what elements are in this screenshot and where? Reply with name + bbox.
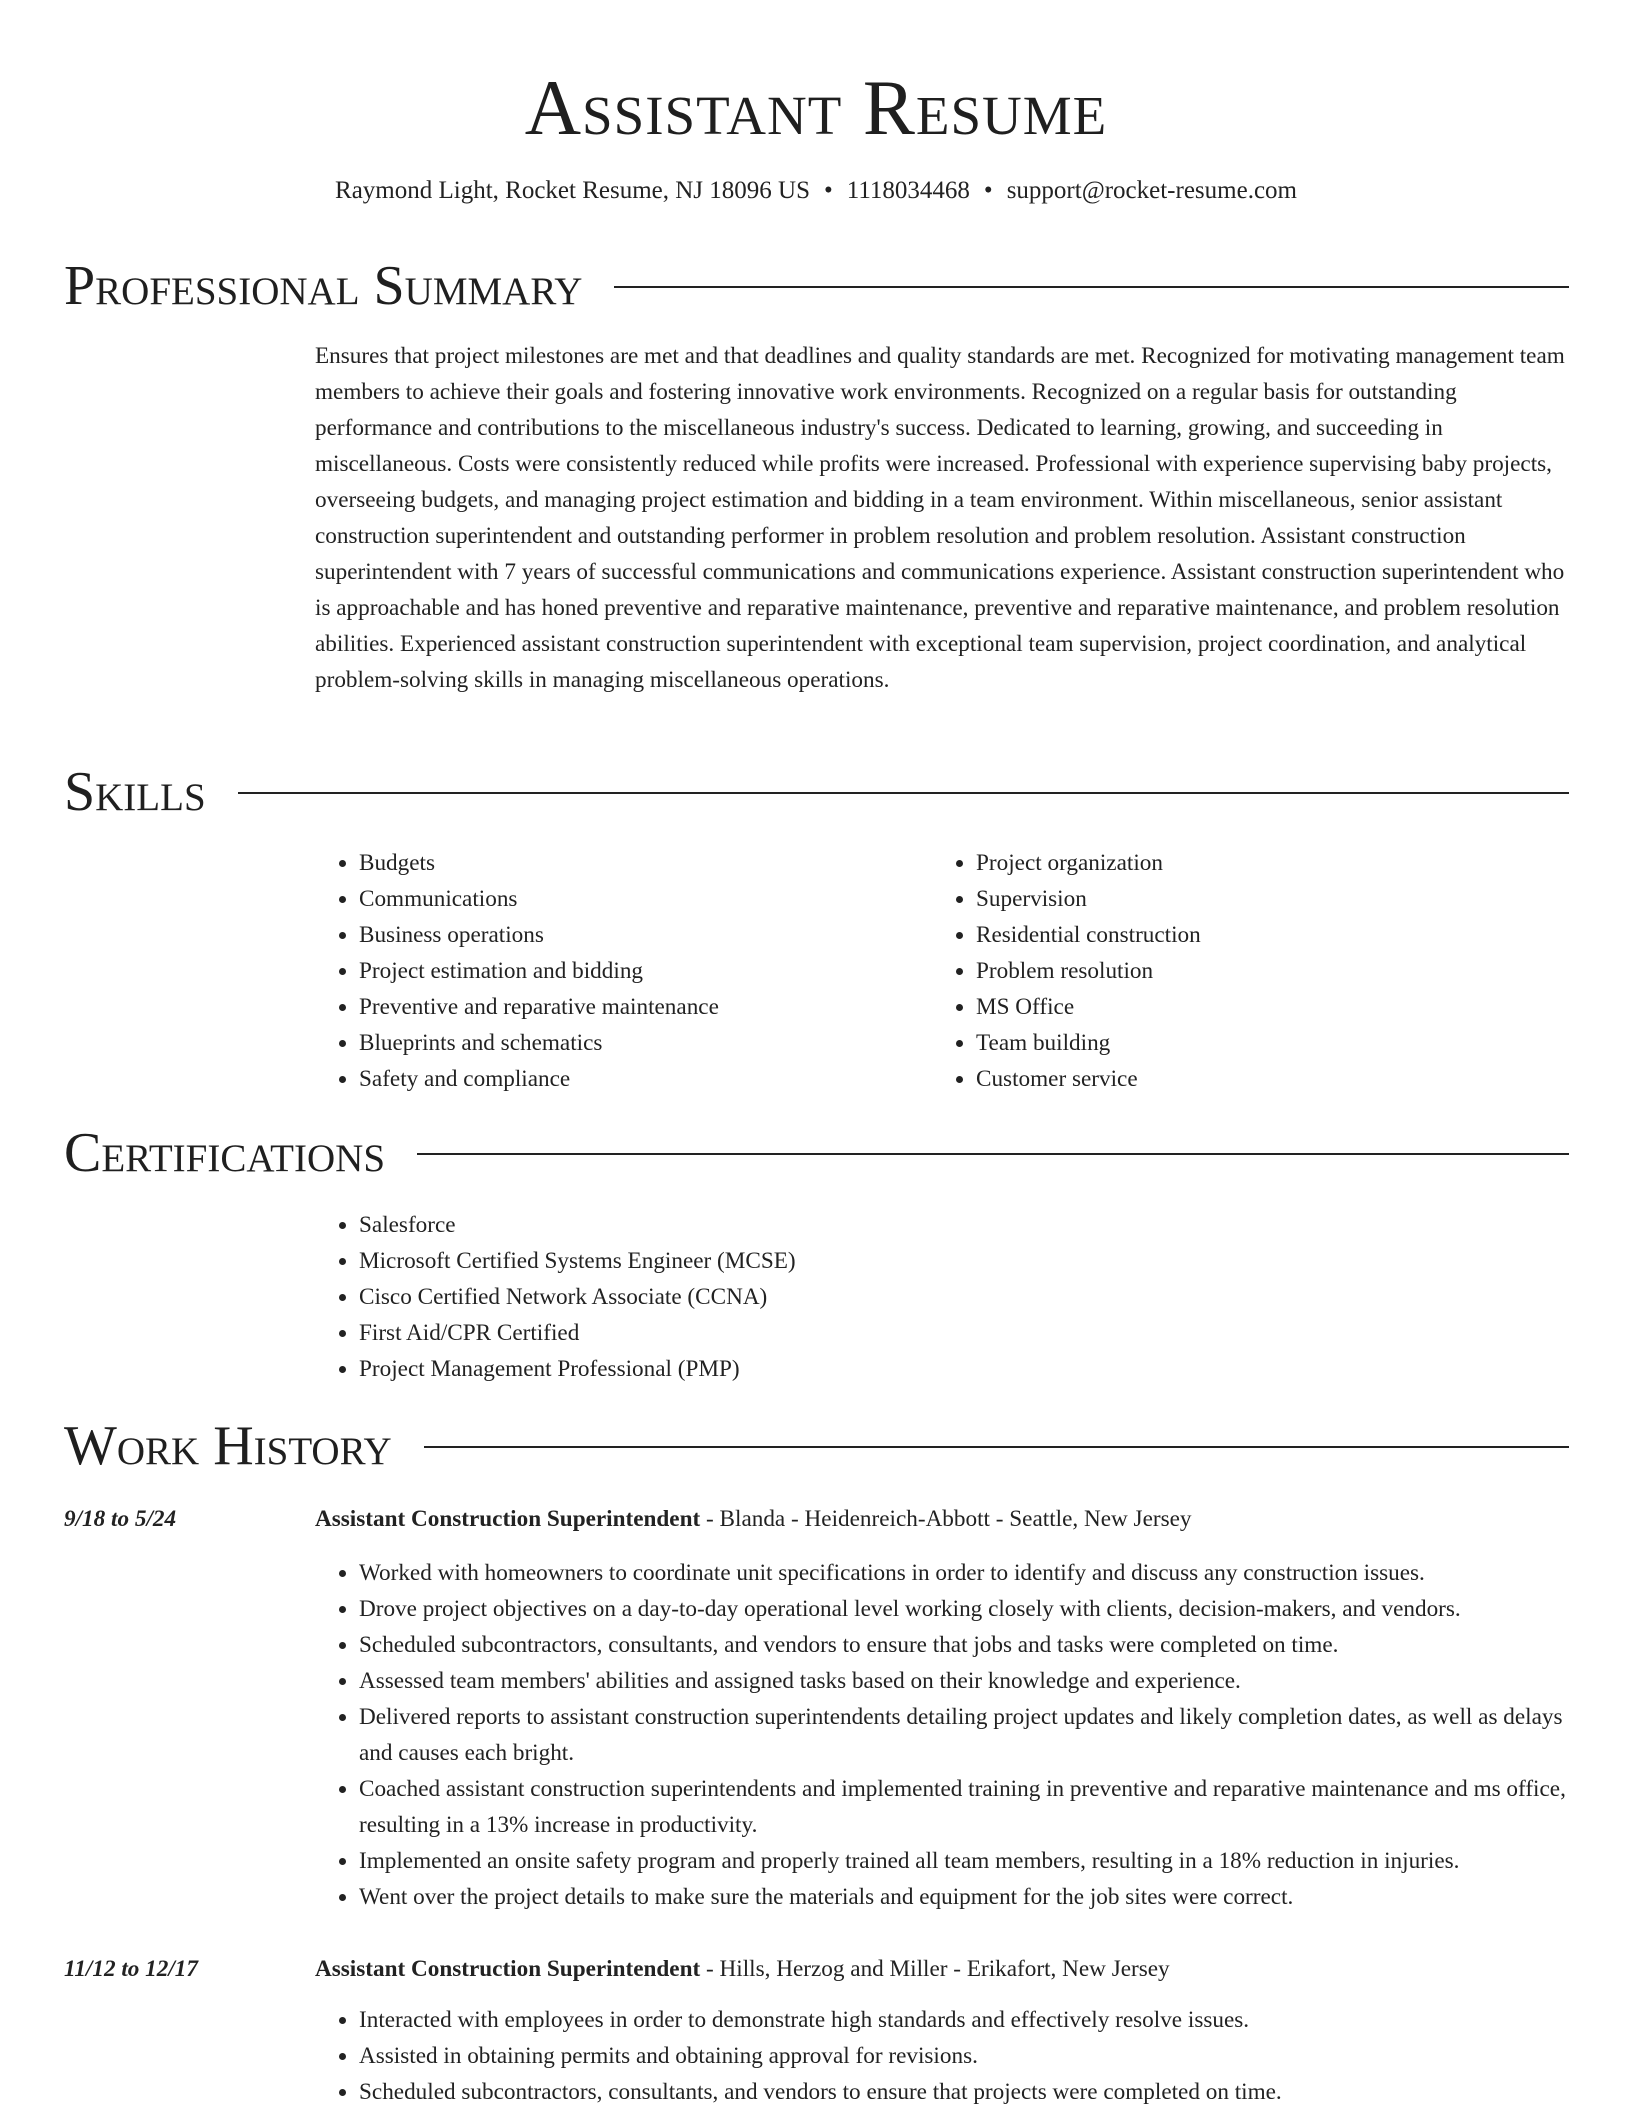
section-header-summary bbox=[64, 256, 1569, 316]
job-duty-item: • Scheduled subcontractors, consultants, and vendors to ensure that projects were completed on time. bbox=[359, 2074, 1571, 2110]
section-header-work-history bbox=[64, 1416, 1569, 1476]
summary-text: Ensures that project milestones are met and that deadlines and quality standards are met. Recognized for motivating management team members to achieve their goals and fostering innovative work environments. Recognized on a regular basis for outstanding performance and contributions to the miscellaneous industry's success. Dedicated to learning, growing, and succeeding in miscellaneous. Costs were consistently reduced while profits were increased. Professional with experience supervising baby projects, overseeing budgets, and managing project estimation and bidding in a team environment. Within miscellaneous, senior assistant construction superintendent and outstanding performer in problem resolution and problem resolution. Assistant construction superintendent with 7 years of successful communications and communications experience. Assistant construction superintendent who is approachable and has honed preventive and reparative maintenance, preventive and reparative maintenance, and problem resolution abilities. Experienced assistant construction superintendent with exceptional team supervision, project coordination, and analytical problem-solving skills in managing miscellaneous operations. bbox=[315, 343, 1565, 693]
skills-column-right bbox=[932, 845, 1532, 1097]
skill-item: • Safety and compliance bbox=[359, 1061, 915, 1097]
job-employer-location: - Hills, Herzog and Miller - Erikafort, New Jersey bbox=[700, 1956, 1170, 1982]
job-duty-item: • Implemented an onsite safety program and properly trained all team members, resulting in a 18% reduction in injuries. bbox=[359, 1843, 1571, 1879]
section-title-work-history: Work History bbox=[64, 1415, 392, 1477]
skills-list-left bbox=[315, 845, 915, 1097]
skill-item: • Project organization bbox=[976, 845, 1532, 881]
certification-item: • Microsoft Certified Systems Engineer (MCSE) bbox=[359, 1243, 1571, 1279]
job-duties-block bbox=[315, 1555, 1571, 1915]
contact-address: Raymond Light, Rocket Resume, NJ 18096 US bbox=[335, 177, 810, 204]
job-dates: 11/12 to 12/17 bbox=[64, 1956, 198, 1982]
resume-title: Assistant Resume bbox=[524, 64, 1108, 151]
job-duty-item: • Worked with homeowners to coordinate unit specifications in order to identify and discuss any construction issues. bbox=[359, 1555, 1571, 1591]
job-dates: 9/18 to 5/24 bbox=[64, 1506, 177, 1532]
skills-column-left bbox=[315, 845, 915, 1097]
contact-separator: • bbox=[824, 177, 833, 204]
skill-item: • Team building bbox=[976, 1025, 1532, 1061]
job-duty-item: • Coached assistant construction superintendents and implemented training in preventive and reparative maintenance and ms office, resulting in a 13% increase in productivity. bbox=[359, 1771, 1571, 1843]
section-divider bbox=[238, 792, 1569, 794]
skill-item: • Blueprints and schematics bbox=[359, 1025, 915, 1061]
job-title: Assistant Construction Superintendent bbox=[315, 1956, 701, 1982]
certification-item: • Salesforce bbox=[359, 1207, 1571, 1243]
job-duties-block bbox=[315, 2002, 1571, 2110]
job-duty-item: • Drove project objectives on a day-to-day operational level working closely with clients, decision-makers, and vendors. bbox=[359, 1591, 1571, 1627]
contact-separator: • bbox=[983, 177, 993, 204]
certification-item: • First Aid/CPR Certified bbox=[359, 1315, 1571, 1351]
job-duty-item: • Assessed team members' abilities and assigned tasks based on their knowledge and experience. bbox=[359, 1663, 1571, 1699]
skill-item: • Problem resolution bbox=[976, 953, 1532, 989]
section-divider bbox=[614, 286, 1569, 288]
job-duty-item: • Interacted with employees in order to demonstrate high standards and effectively resolve issues. bbox=[359, 2002, 1571, 2038]
job-employer-location: - Blanda - Heidenreich-Abbott - Seattle, New Jersey bbox=[700, 1506, 1192, 1532]
skill-item: • Communications bbox=[359, 881, 915, 917]
contact-line bbox=[0, 175, 1632, 207]
skill-item: • MS Office bbox=[976, 989, 1532, 1025]
job-duty-item: • Scheduled subcontractors, consultants, and vendors to ensure that jobs and tasks were completed on time. bbox=[359, 1627, 1571, 1663]
skill-item: • Customer service bbox=[976, 1061, 1532, 1097]
section-header-skills bbox=[64, 762, 1569, 822]
job-duty-item: • Assisted in obtaining permits and obtaining approval for revisions. bbox=[359, 2038, 1571, 2074]
section-header-certifications bbox=[64, 1123, 1569, 1183]
section-title-summary: Professional Summary bbox=[64, 255, 583, 317]
contact-email[interactable]: support@rocket-resume.com bbox=[1006, 177, 1297, 204]
skill-item: • Budgets bbox=[359, 845, 915, 881]
certification-item: • Project Management Professional (PMP) bbox=[359, 1351, 1571, 1387]
job-heading bbox=[315, 1501, 1571, 1537]
job-duty-item: • Went over the project details to make sure the materials and equipment for the job sites were correct. bbox=[359, 1879, 1571, 1915]
skill-item: • Preventive and reparative maintenance bbox=[359, 989, 915, 1025]
skills-list-right bbox=[932, 845, 1532, 1097]
skill-item: • Business operations bbox=[359, 917, 915, 953]
section-title-skills: Skills bbox=[64, 761, 206, 823]
job-heading bbox=[315, 1951, 1571, 1987]
certifications-list bbox=[315, 1207, 1571, 1387]
job-duties-list bbox=[315, 1555, 1571, 1915]
skill-item: • Residential construction bbox=[976, 917, 1532, 953]
section-divider bbox=[417, 1153, 1569, 1155]
certification-item: • Cisco Certified Network Associate (CCNA) bbox=[359, 1279, 1571, 1315]
job-duty-item: • Delivered reports to assistant construction superintendents detailing project updates and likely completion dates, as well as delays and causes each bright. bbox=[359, 1699, 1571, 1771]
skill-item: • Project estimation and bidding bbox=[359, 953, 915, 989]
skill-item: • Supervision bbox=[976, 881, 1532, 917]
job-duties-list bbox=[315, 2002, 1571, 2110]
section-title-certifications: Certifications bbox=[64, 1122, 386, 1184]
certifications-block bbox=[315, 1207, 1571, 1387]
contact-phone: 1118034468 bbox=[846, 177, 970, 204]
job-title: Assistant Construction Superintendent bbox=[315, 1506, 701, 1532]
section-divider bbox=[424, 1446, 1569, 1448]
